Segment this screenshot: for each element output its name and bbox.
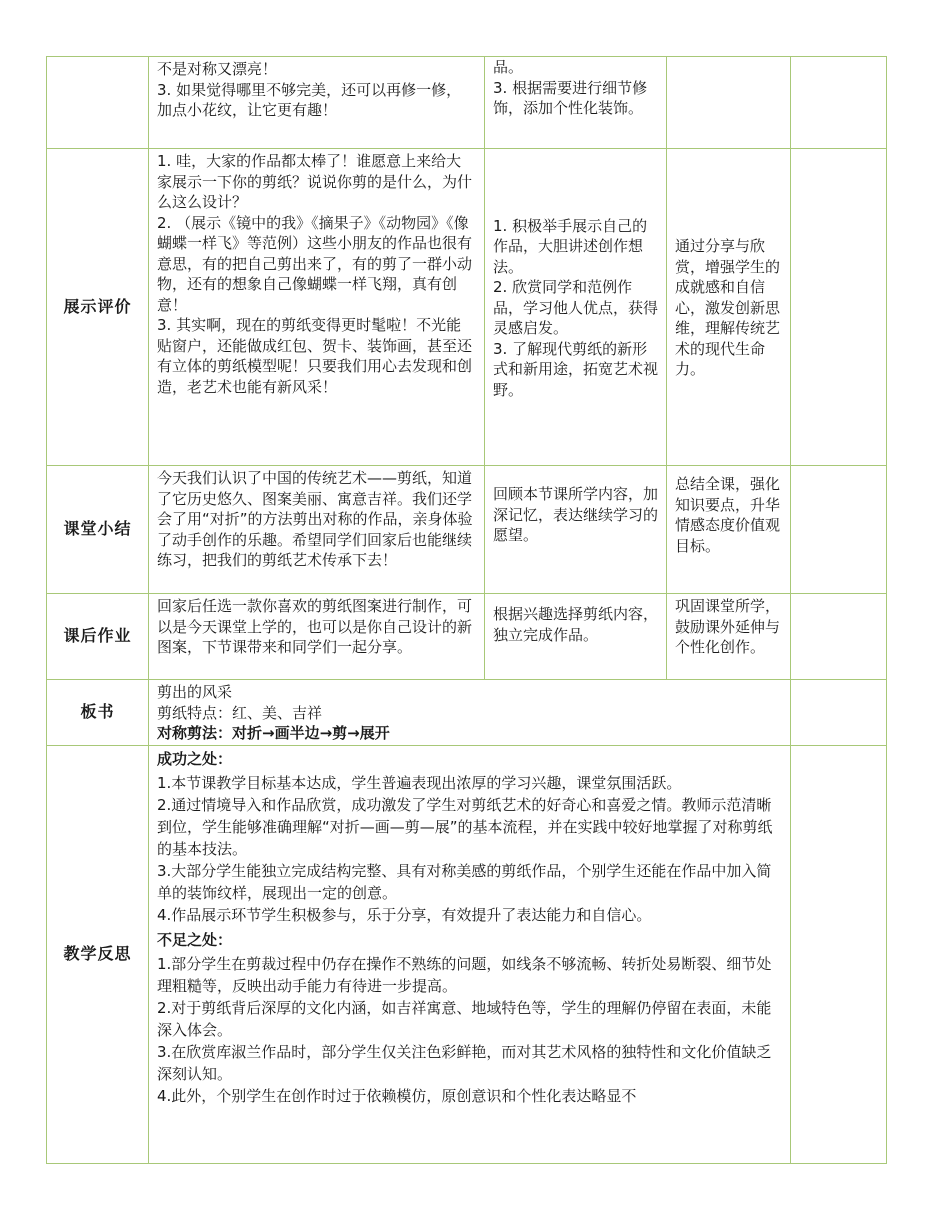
objective-cell [667,466,791,594]
text-line: 总结全课，强化知识要点，升华情感态度价值观目标。 [675,475,781,555]
success-heading: 成功之处： [157,750,233,768]
row-label: 教学反思 [47,746,149,1164]
blank-cell [791,680,887,746]
reflection-item: 1.本节课教学目标基本达成，学生普遍表现出浓厚的学习兴趣，课堂氛围活跃。 [157,774,682,792]
text-line: 2. 欣赏同学和范例作品，学习他人优点，获得灵感启发。 [493,278,659,338]
teacher-activity-cell [149,466,485,594]
table-row-homework [47,594,887,680]
row-label: 课后作业 [47,594,149,680]
reflection-cell [149,746,791,1164]
text-line: 2. （展示《镜中的我》《摘果子》《动物园》《像蝴蝶一样飞》等范例）这些小朋友的作品也很有意思，有的把自己剪出来了，有的剪了一群小动物，还有的想象自己像蝴蝶一样飞翔，真有创意！ [157,213,473,314]
lesson-plan-table [46,56,887,1164]
table-row-class-summary [47,466,887,594]
row-label [47,57,149,149]
blank-cell [791,594,887,680]
blank-cell [791,149,887,466]
table-row-board [47,680,887,746]
student-activity-cell [485,594,667,680]
reflection-item: 4.此外，个别学生在创作时过于依赖模仿，原创意识和个性化表达略显不 [157,1087,637,1105]
table-row-display-evaluation [47,149,887,466]
text-line: 3. 其实啊，现在的剪纸变得更时髦啦！不光能贴窗户，还能做成红包、贺卡、装饰画，甚至还有立体的剪纸模型呢！只要我们用心去发现和创造，老艺术也能有新风采！ [157,316,473,396]
blank-cell [791,746,887,1164]
row-label: 板书 [47,680,149,746]
board-line: 对称剪法：对折→画半边→剪→展开 [157,724,390,742]
row-label: 课堂小结 [47,466,149,594]
text-line: 回顾本节课所学内容，加深记忆，表达继续学习的愿望。 [493,485,659,544]
objective-cell [667,594,791,680]
text-line: 1. 积极举手展示自己的作品，大胆讲述创作想法。 [493,216,648,276]
reflection-item: 3.大部分学生能独立完成结构完整、具有对称美感的剪纸作品，个别学生还能在作品中加入简单的装饰纹样，展现出一定的创意。 [157,862,772,902]
text-line: 根据兴趣选择剪纸内容，独立完成作品。 [493,605,659,644]
row-label: 展示评价 [47,149,149,466]
text-line: 品。 [493,58,524,76]
text-line: 巩固课堂所学，鼓励课外延伸与个性化创作。 [675,597,781,656]
teacher-activity-cell [149,594,485,680]
objective-cell [667,57,791,149]
shortcoming-heading: 不足之处： [157,931,233,949]
blank-cell [791,57,887,149]
reflection-item: 2.对于剪纸背后深厚的文化内涵，如吉祥寓意、地域特色等，学生的理解仍停留在表面，未能深入体会。 [157,999,772,1039]
reflection-item: 4.作品展示环节学生积极参与，乐于分享，有效提升了表达能力和自信心。 [157,906,652,924]
text-line: 不是对称又漂亮！ [157,60,278,78]
reflection-item: 1.部分学生在剪裁过程中仍存在操作不熟练的问题，如线条不够流畅、转折处易断裂、细节处理粗糙等，反映出动手能力有待进一步提高。 [157,955,772,995]
text-line: 通过分享与欣赏，增强学生的成就感和自信心，激发创新思维，理解传统艺术的现代生命力。 [675,237,781,379]
student-activity-cell [485,466,667,594]
text-line: 3. 如果觉得哪里不够完美，还可以再修一修，加点小花纹，让它更有趣！ [157,80,462,119]
board-cell [149,680,791,746]
table-row-continuation [47,57,887,149]
teacher-activity-cell [149,57,485,149]
text-line: 今天我们认识了中国的传统艺术——剪纸，知道了它历史悠久、图案美丽、寓意吉祥。我们还学会了用“对折”的方法剪出对称的作品，亲身体验了动手创作的乐趣。希望同学们回家后也能继续练习，把我们的剪纸艺术传承下去！ [157,469,473,569]
text-line: 3. 根据需要进行细节修饰，添加个性化装饰。 [493,78,648,117]
student-activity-cell [485,57,667,149]
text-line: 1. 哇，大家的作品都太棒了！谁愿意上来给大家展示一下你的剪纸？说说你剪的是什么，为什么这么设计？ [157,152,473,211]
blank-cell [791,466,887,594]
student-activity-cell [485,149,667,466]
reflection-item: 3.在欣赏库淑兰作品时，部分学生仅关注色彩鲜艳，而对其艺术风格的独特性和文化价值缺乏深刻认知。 [157,1043,772,1083]
text-line: 回家后任选一款你喜欢的剪纸图案进行制作，可以是今天课堂上学的，也可以是你自己设计的新图案，下节课带来和同学们一起分享。 [157,597,473,656]
reflection-item: 2.通过情境导入和作品欣赏，成功激发了学生对剪纸艺术的好奇心和喜爱之情。教师示范清晰到位，学生能够准确理解“对折—画—剪—展”的基本流程，并在实践中较好地掌握了对称剪纸的基本技法。 [157,796,773,858]
teacher-activity-cell [149,149,485,466]
objective-cell [667,149,791,466]
text-line: 3. 了解现代剪纸的新形式和新用途，拓宽艺术视野。 [493,339,659,399]
board-line: 剪纸特点：红、美、吉祥 [157,703,323,722]
board-line: 剪出的风采 [157,683,233,701]
table-row-teaching-reflection [47,746,887,1164]
